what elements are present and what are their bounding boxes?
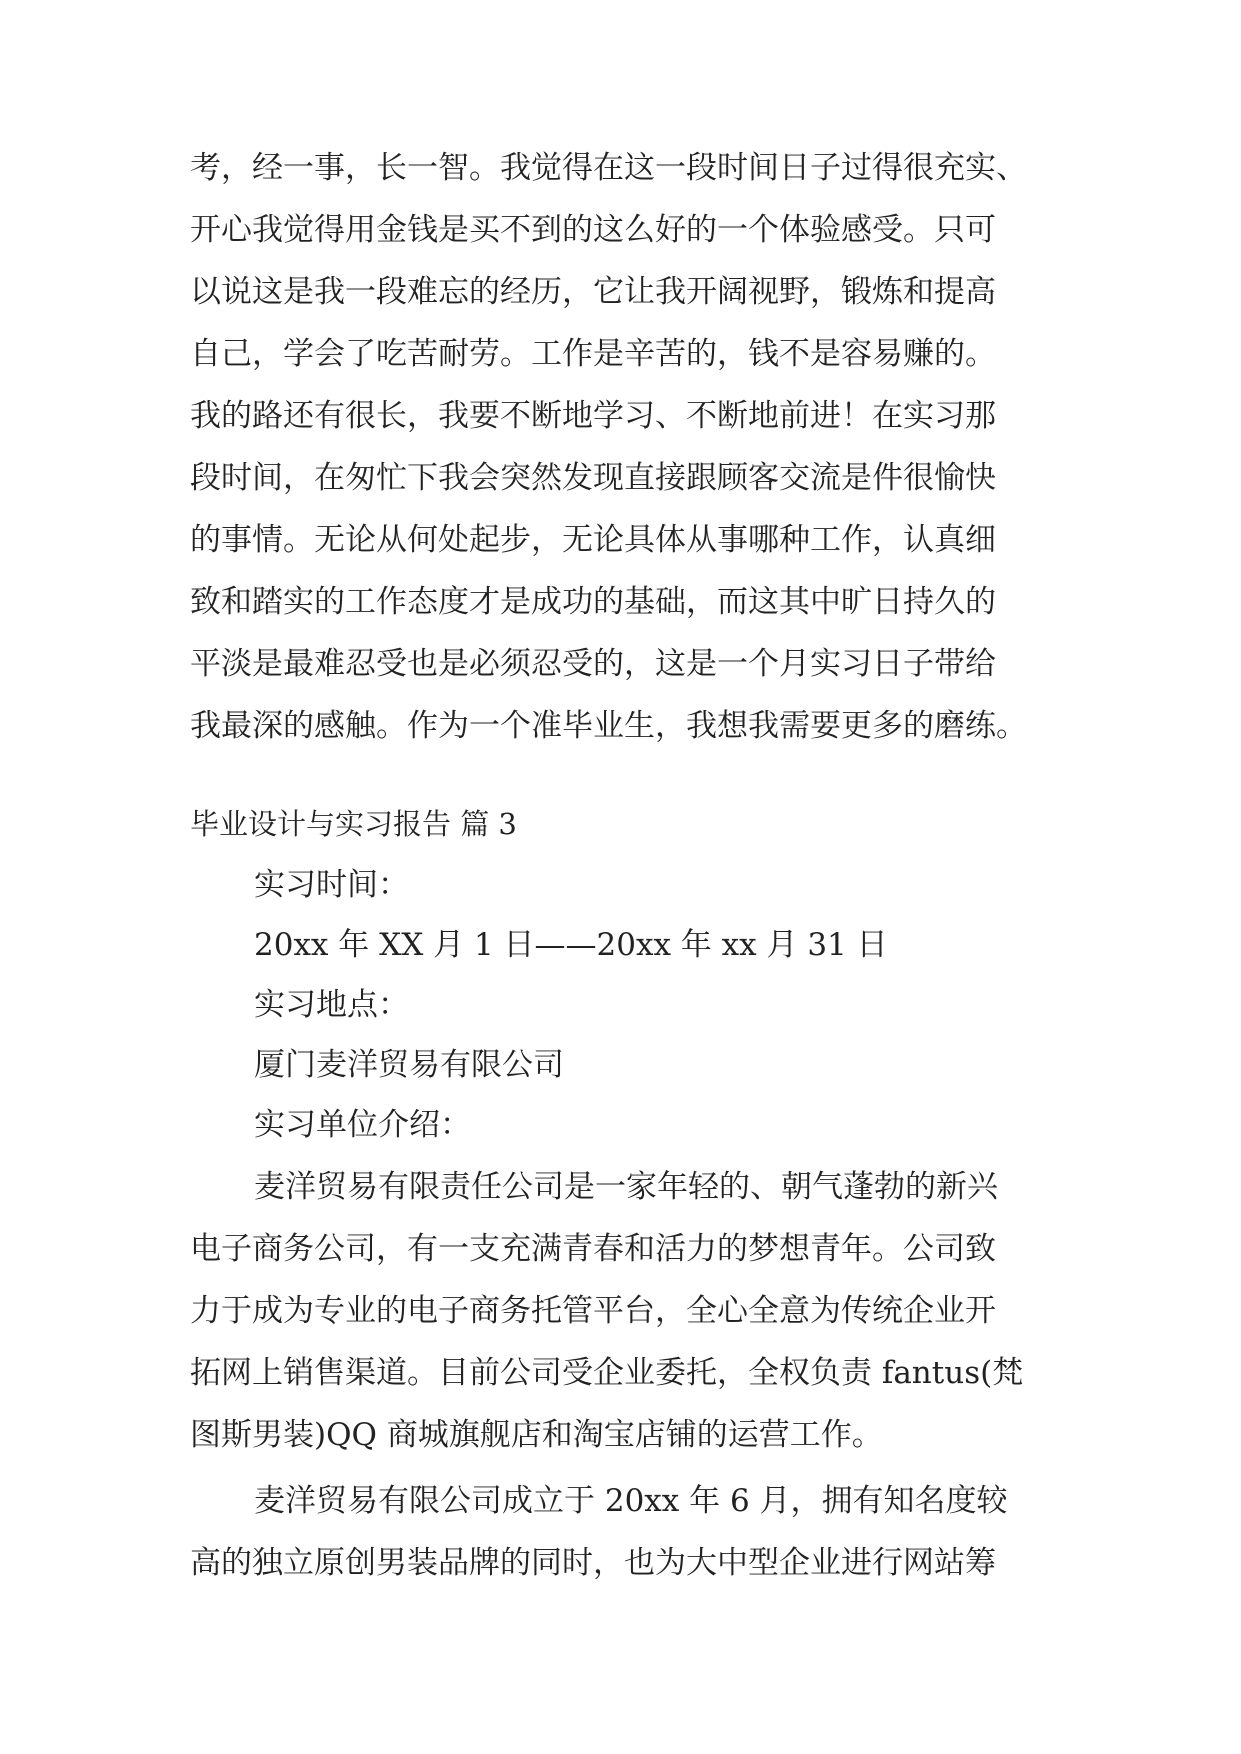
internship-place-value: 厦门麦洋贸易有限公司 — [254, 1047, 564, 1083]
internship-time-label: 实习时间： — [254, 867, 409, 903]
paragraph-line: 以说这是我一段难忘的经历，它让我开阔视野，锻炼和提高 — [190, 274, 996, 310]
paragraph-line: 麦洋贸易有限公司成立于 20xx 年 6 月，拥有知名度较 — [254, 1483, 1008, 1519]
paragraph-line: 麦洋贸易有限责任公司是一家年轻的、朝气蓬勃的新兴 — [254, 1169, 998, 1205]
section-heading: 毕业设计与实习报告 篇 3 — [190, 807, 517, 841]
paragraph-line: 致和踏实的工作态度才是成功的基础，而这其中旷日持久的 — [190, 584, 996, 620]
paragraph-line: 图斯男装)QQ 商城旗舰店和淘宝店铺的运营工作。 — [190, 1417, 883, 1453]
paragraph-line: 自己，学会了吃苦耐劳。工作是辛苦的，钱不是容易赚的。 — [190, 336, 996, 372]
internship-time-value: 20xx 年 XX 月 1 日——20xx 年 xx 月 31 日 — [254, 927, 888, 963]
paragraph-line: 电子商务公司，有一支充满青春和活力的梦想青年。公司致 — [190, 1231, 996, 1267]
paragraph-line: 我最深的感触。作为一个准毕业生，我想我需要更多的磨练。 — [190, 708, 1027, 744]
company-intro-label: 实习单位介绍： — [254, 1107, 471, 1143]
paragraph-line: 平淡是最难忍受也是必须忍受的，这是一个月实习日子带给 — [190, 646, 996, 682]
paragraph-line: 高的独立原创男装品牌的同时，也为大中型企业进行网站筹 — [190, 1545, 996, 1581]
paragraph-line: 的事情。无论从何处起步，无论具体从事哪种工作，认真细 — [190, 522, 996, 558]
paragraph-line: 拓网上销售渠道。目前公司受企业委托，全权负责 fantus(梵 — [190, 1355, 1024, 1391]
paragraph-line: 开心我觉得用金钱是买不到的这么好的一个体验感受。只可 — [190, 212, 996, 248]
paragraph-line: 段时间，在匆忙下我会突然发现直接跟顾客交流是件很愉快 — [190, 460, 996, 496]
paragraph-line: 我的路还有很长，我要不断地学习、不断地前进！在实习那 — [190, 398, 996, 434]
paragraph-line: 力于成为专业的电子商务托管平台，全心全意为传统企业开 — [190, 1293, 996, 1329]
paragraph-line: 考，经一事，长一智。我觉得在这一段时间日子过得很充实、 — [190, 150, 1027, 186]
internship-place-label: 实习地点： — [254, 987, 409, 1023]
